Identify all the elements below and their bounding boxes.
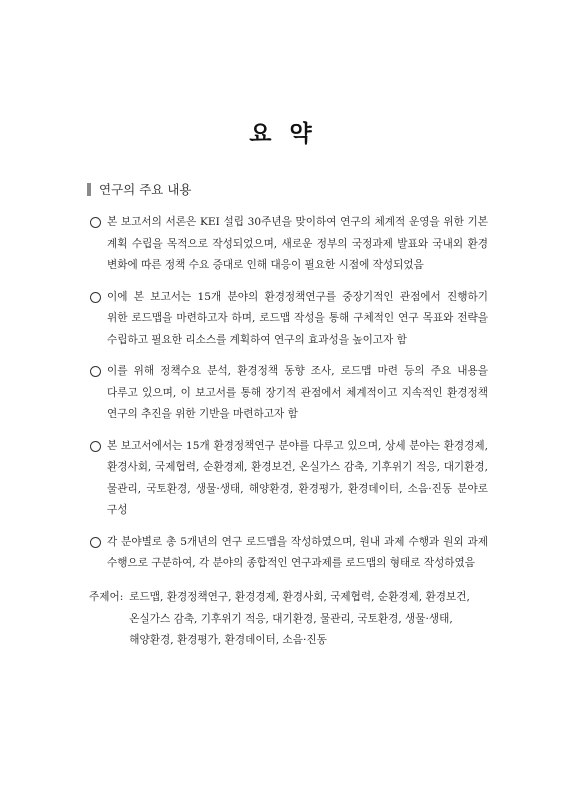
section-heading-text: 연구의 주요 내용 <box>99 182 192 197</box>
keywords-label: 주제어: <box>89 591 124 603</box>
bullet-circle-icon <box>90 292 101 303</box>
bullet-circle-icon <box>90 441 101 452</box>
summary-item-text: 각 분야별로 총 5개년의 연구 로드맵을 작성하였으며, 원내 과제 수행과 원외 과제 수행으로 구분하여, 각 분야의 종합적인 연구과제를 로드맵의 형태로 작성하였음 <box>107 535 488 569</box>
summary-items <box>90 212 488 585</box>
bullet-circle-icon <box>90 537 101 548</box>
keywords-text: 로드맵, 환경정책연구, 환경경제, 환경사회, 국제협력, 순환경제, 환경보건, 온실가스 감축, 기후위기 적응, 대기환경, 물관리, 국토환경, 생물·생태, 해양환경, 환경평가, 환경데이터, 소음·진동 <box>129 591 470 646</box>
keywords-block <box>89 587 489 652</box>
summary-item <box>90 287 488 352</box>
bullet-circle-icon <box>90 366 101 377</box>
summary-item <box>90 436 488 522</box>
summary-item <box>90 532 488 575</box>
summary-item-text: 본 보고서의 서론은 KEI 설립 30주년을 맞이하여 연구의 체계적 운영을 위한 기본 계획 수립을 목적으로 작성되었으며, 새로운 정부의 국정과제 발표와 국내외 환경 변화에 따른 정책 수요 증대로 인해 대응이 필요한 시점에 작성되었음 <box>107 216 488 271</box>
summary-item-text: 본 보고서에서는 15개 환경정책연구 분야를 다루고 있으며, 상세 분야는 환경경제, 환경사회, 국제협력, 순환경제, 환경보건, 온실가스 감축, 기후위기 적응, 대기환경, 물관리, 국토환경, 생물·생태, 해양환경, 환경평가, 환경데이터, 소음·진동 분야로 구성 <box>107 439 488 516</box>
bullet-circle-icon <box>90 217 101 228</box>
summary-item-text: 이에 본 보고서는 15개 분야의 환경정책연구를 중장기적인 관점에서 진행하기 위한 로드맵을 마련하고자 하며, 로드맵 작성을 통해 구체적인 연구 목표와 전략을 수립하고 필요한 리소스를 계획하여 연구의 효과성을 높이고자 함 <box>107 290 488 346</box>
section-heading <box>87 180 191 198</box>
summary-item <box>90 361 488 426</box>
section-marker-bar <box>87 183 91 196</box>
summary-item <box>90 212 488 277</box>
summary-item-text: 이를 위해 정책수요 분석, 환경정책 동향 조사, 로드맵 마련 등의 주요 내용을 다루고 있으며, 이 보고서를 통해 장기적 관점에서 체계적이고 지속적인 환경정책 연구의 추진을 위한 기반을 마련하고자 함 <box>107 365 488 420</box>
page-title: 요 약 <box>249 121 317 147</box>
